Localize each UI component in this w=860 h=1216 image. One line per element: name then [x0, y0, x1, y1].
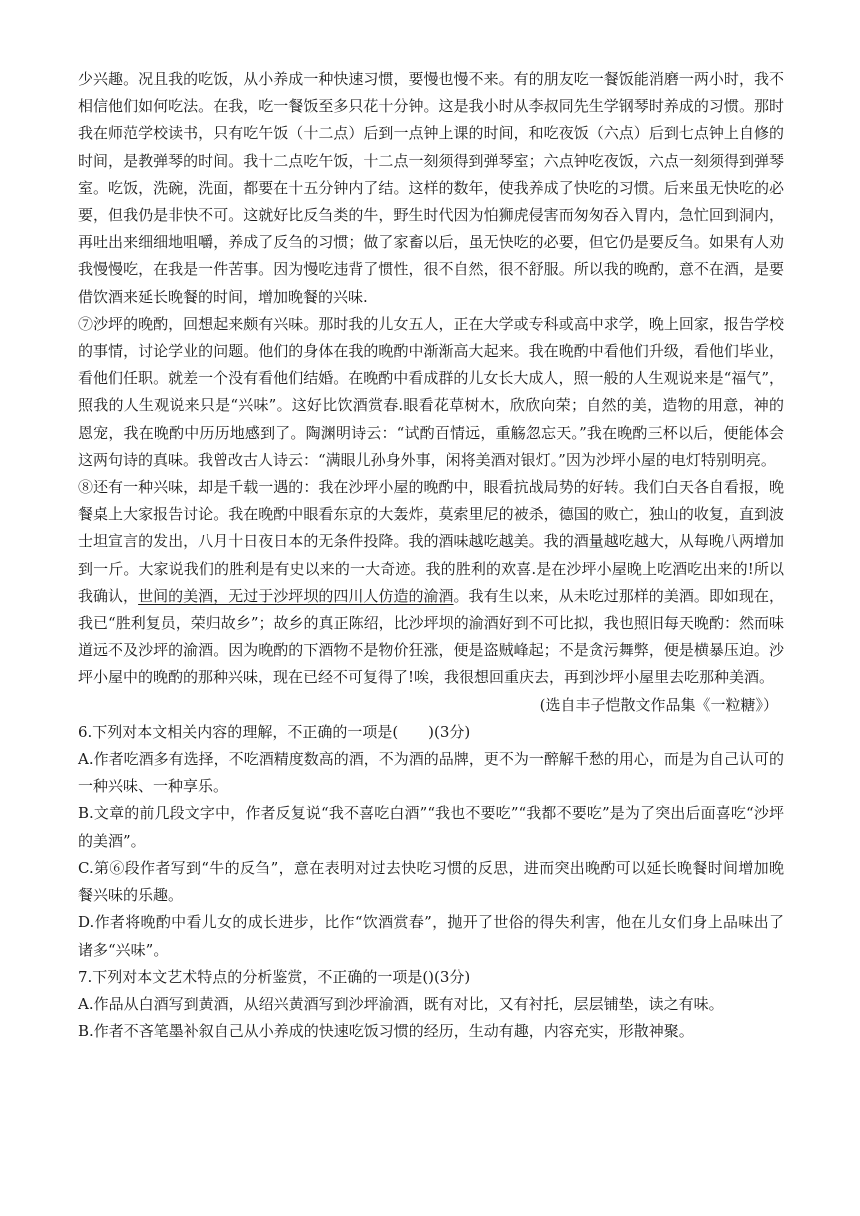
question-6-option-a: A.作者吃酒多有选择，不吃酒精度数高的酒，不为酒的品牌，更不为一醉解千愁的用心，而是为自己认可的一种兴味、一种享乐。	[78, 750, 784, 796]
question-7-option-b: B.作者不吝笔墨补叙自己从小养成的快速吃饭习惯的经历，生动有趣，内容充实，形散神聚。	[78, 1022, 694, 1041]
question-7-option-a: A.作品从白酒写到黄酒，从绍兴黄酒写到沙坪渝酒，既有对比，又有衬托，层层铺垫，读之有味。	[78, 994, 724, 1013]
passage-paragraph-7: ⑦沙坪的晚酌，回想起来颇有兴味。那时我的儿女五人，正在大学或专科或高中求学，晚上回家，报告学校的事情，讨论学业的问题。他们的身体在我的晚酌中渐渐高大起来。我在晚酌中看他们升级，看他们毕业，看他们任职。就差一个没有看他们结婚。在晚酌中看成群的儿女长大成人，照一般的人生观说来是“福气”，照我的人生观说来只是“兴味”。这好比饮酒赏春.眼看花草树木，欣欣向荣；自然的美，造物的用意，神的恩宠，我在晚酌中历历地感到了。陶渊明诗云：“试酌百情远，重觞忽忘天。”我在晚酌三杯以后，便能体会这两句诗的真味。我曾改古人诗云：“满眼儿孙身外事，闲将美酒对银灯。”因为沙坪小屋的电灯特别明亮。	[78, 314, 784, 469]
question-7-stem: 7.下列对本文艺术特点的分析鉴赏，不正确的一项是()(3分)	[78, 967, 471, 986]
source-citation: (选自丰子恺散文作品集《一粒糖》）	[539, 695, 778, 714]
question-6-option-d: D.作者将晚酌中看儿女的成长进步，比作“饮酒赏春”，抛开了世俗的得失利害，他在儿女们身上品味出了诸多“兴味”。	[78, 913, 784, 959]
paragraph-8-text-a: ⑧还有一种兴味，却是千载一遇的：我在沙坪小屋的晚酌中，眼看抗战局势的好转。我们白天各自看报，晚餐桌上大家报告讨论。我在晚酌中眼看东京的大轰炸，莫索里尼的被杀，德国的败亡，独山的收复，直到波士坦宣言的发出，八月十日夜日本的无条件投降。我的酒味越吃越美。我的酒量越吃越大，从每晚八两增加到一斤。大家说我们的胜利是有史以来的一大奇迹。我的胜利的欢喜.是在沙坪小屋晚上吃酒吃出来的!所以我确认，	[78, 478, 784, 605]
document-page	[78, 66, 784, 1045]
question-6-option-c: C.第⑥段作者写到“牛的反刍”，意在表明对过去快吃习惯的反思，进而突出晚酌可以延长晚餐时间增加晚餐兴味的乐趣。	[78, 858, 784, 905]
passage-paragraph-8	[78, 474, 784, 692]
paragraph-8-text-b: 。我有生以来，从未吃过那样的美酒。即如现在，我已“胜利复员，荣归故乡”；故乡的真正陈绍，比沙坪坝的渝酒好到不可比拟，我也照旧每天晚酌：然而味道远不及沙坪的渝酒。因为晚酌的下酒物不是物价狂涨，便是盗贼峰起；不是贪污舞弊，便是横暴压迫。沙坪小屋中的晚酌的那种兴味，现在已经不可复得了!唉，我很想回重庆去，再到沙坪小屋里去吃那种美酒。	[78, 586, 784, 687]
question-6-stem: 6.下列对本文相关内容的理解，不正确的一项是( )(3分)	[78, 722, 471, 741]
passage-paragraph-6-continued: 少兴趣。况且我的吃饭，从小养成一种快速习惯，要慢也慢不来。有的朋友吃一餐饭能消磨一两小时，我不相信他们如何吃法。在我，吃一餐饭至多只花十分钟。这是我小时从李叔同先生学钢琴时养成的习惯。那时我在师范学校读书，只有吃午饭（十二点）后到一点钟上课的时间，和吃夜饭（六点）后到七点钟上自修的时间，是教弹琴的时间。我十二点吃午饭，十二点一刻须得到弹琴室；六点钟吃夜饭，六点一刻须得到弹琴室。吃饭，洗碗，洗面，都要在十五分钟内了结。这样的数年，使我养成了快吃的习惯。后来虽无快吃的必要，但我仍是非快不可。这就好比反刍类的牛，野生时代因为怕狮虎侵害而匆匆吞入胃内，急忙回到洞内，再吐出来细细地咀嚼，养成了反刍的习惯；做了家畜以后，虽无快吃的必要，但它仍是要反刍。如果有人劝我慢慢吃，在我是一件苦事。因为慢吃违背了惯性，很不自然，很不舒服。所以我的晚酌，意不在酒，是要借饮酒来延长晚餐的时间，增加晚餐的兴味.	[78, 70, 784, 306]
question-6-option-b: B.文章的前几段文字中，作者反复说“我不喜吃白酒”“我也不要吃”“我都不要吃”是为了突出后面喜吃“沙坪的美酒”。	[78, 804, 784, 850]
underlined-sentence: 世间的美酒，无过于沙坪坝的四川人仿造的渝酒	[138, 586, 454, 605]
